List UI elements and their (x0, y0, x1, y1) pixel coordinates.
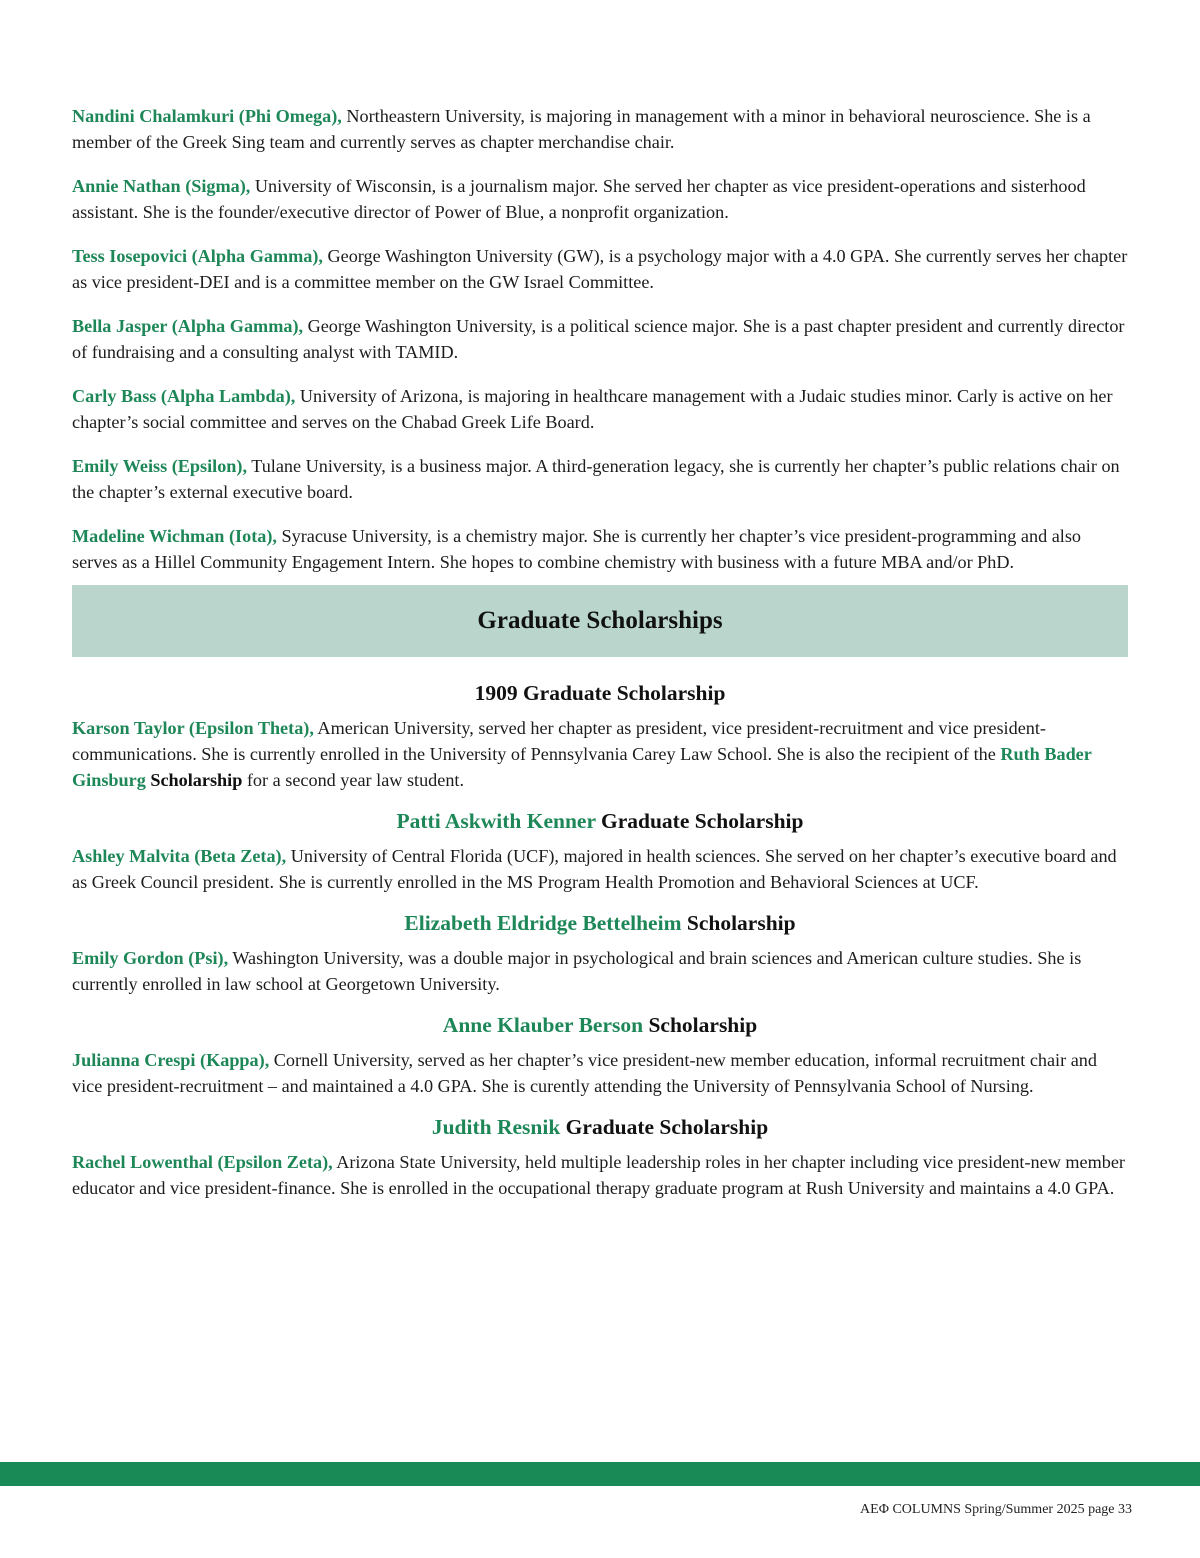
page-content (72, 103, 1128, 1215)
scholarship-word: Scholarship (145, 770, 243, 790)
scholar-name: Annie Nathan (Sigma), (72, 176, 251, 196)
scholarship-title: 1909 Graduate Scholarship (474, 681, 726, 705)
scholar-entry (72, 383, 1128, 435)
scholar-entry (72, 1149, 1128, 1201)
scholarship-title (72, 807, 1128, 835)
section-title: Graduate Scholarships (477, 607, 723, 634)
scholar-name: Rachel Lowenthal (Epsilon Zeta), (72, 1152, 333, 1172)
scholar-description: University of Arizona, is majoring in healthcare management with a Judaic studies minor. Carly is active on her chapter’s social committee and serves on the Chabad Greek Life Board. (72, 386, 1113, 432)
scholar-description: Syracuse University, is a chemistry major. She is currently her chapter’s vice president-programming and also serves as a Hillel Community Engagement Intern. She hopes to combine chemistry with business with a future MBA and/or PhD. (72, 526, 1082, 572)
scholar-name: Nandini Chalamkuri (Phi Omega), (72, 106, 342, 126)
scholarship-title (72, 1011, 1128, 1039)
scholar-name: Tess Iosepovici (Alpha Gamma), (72, 246, 323, 266)
scholarship-namesake: Patti Askwith Kenner (396, 809, 596, 833)
scholar-description: George Washington University, is a political science major. She is a past chapter president and currently director of fundraising and a consulting analyst with TAMID. (72, 316, 1125, 362)
scholar-name: Julianna Crespi (Kappa), (72, 1050, 270, 1070)
scholarship-title-rest: Scholarship (681, 911, 796, 935)
scholar-entry (72, 103, 1128, 155)
scholarship-namesake: Elizabeth Eldridge Bettelheim (404, 911, 682, 935)
scholarship-namesake: Judith Resnik (431, 1115, 561, 1139)
scholar-entry (72, 1047, 1128, 1099)
scholar-description: Tulane University, is a business major. A third-generation legacy, she is currently her chapter’s public relations chair on the chapter’s external executive board. (72, 456, 1120, 502)
scholarship-namesake: Ruth Bader Ginsburg (72, 744, 1092, 790)
scholar-name: Ashley Malvita (Beta Zeta), (72, 846, 287, 866)
scholar-name: Emily Weiss (Epsilon), (72, 456, 248, 476)
scholar-entry (72, 843, 1128, 895)
scholar-name: Madeline Wichman (Iota), (72, 526, 277, 546)
scholar-name: Karson Taylor (Epsilon Theta), (72, 718, 314, 738)
scholar-entry (72, 945, 1128, 997)
scholar-entry (72, 715, 1128, 793)
scholar-description: American University, served her chapter as president, vice president-recruitment and vice president-communications. She is currently enrolled in the University of Pennsylvania Carey Law School. She is also the recipient of the (72, 718, 1046, 764)
scholar-description: Arizona State University, held multiple leadership roles in her chapter including vice president-new member educator and vice president-finance. She is enrolled in the occupational therapy graduate program at Rush University and maintains a 4.0 GPA. (72, 1152, 1125, 1198)
scholarship-title-rest: Graduate Scholarship (595, 809, 804, 833)
scholar-description: University of Central Florida (UCF), majored in health sciences. She served on her chapter’s executive board and as Greek Council president. She is currently enrolled in the MS Program Health Promotion and Behavioral Sciences at UCF. (72, 846, 1117, 892)
scholar-description: George Washington University (GW), is a psychology major with a 4.0 GPA. She currently serves her chapter as vice president-DEI and is a committee member on the GW Israel Committee. (72, 246, 1128, 292)
scholar-entry (72, 523, 1128, 575)
scholarship-title-rest: Graduate Scholarship (560, 1115, 769, 1139)
scholar-description: University of Wisconsin, is a journalism major. She served her chapter as vice president-operations and sisterhood assistant. She is the founder/executive director of Power of Blue, a nonprofit organization. (72, 176, 1086, 222)
scholar-description: Northeastern University, is majoring in management with a minor in behavioral neuroscience. She is a member of the Greek Sing team and currently serves as chapter merchandise chair. (72, 106, 1091, 152)
page-footer: ΑΕΦ COLUMNS Spring/Summer 2025 page 33 (860, 1502, 1132, 1517)
graduate-scholarships-banner (72, 585, 1128, 657)
scholar-description: Washington University, was a double major in psychological and brain sciences and American culture studies. She is currently enrolled in law school at Georgetown University. (72, 948, 1082, 994)
scholar-name: Emily Gordon (Psi), (72, 948, 229, 968)
scholar-entry (72, 173, 1128, 225)
scholar-name: Carly Bass (Alpha Lambda), (72, 386, 296, 406)
scholarship-title-rest: Scholarship (643, 1013, 758, 1037)
scholar-name: Bella Jasper (Alpha Gamma), (72, 316, 304, 336)
scholar-entry (72, 243, 1128, 295)
scholar-description-tail: for a second year law student. (242, 770, 465, 790)
scholarship-title (72, 1113, 1128, 1141)
scholar-description: Cornell University, served as her chapter’s vice president-new member education, informal recruitment chair and vice president-recruitment – and maintained a 4.0 GPA. She is curently attending the University of Pennsylvania School of Nursing. (72, 1050, 1097, 1096)
scholarship-title (72, 909, 1128, 937)
scholar-entry (72, 453, 1128, 505)
footer-bar (0, 1462, 1200, 1486)
scholar-entry (72, 313, 1128, 365)
scholarship-namesake: Anne Klauber Berson (442, 1013, 644, 1037)
